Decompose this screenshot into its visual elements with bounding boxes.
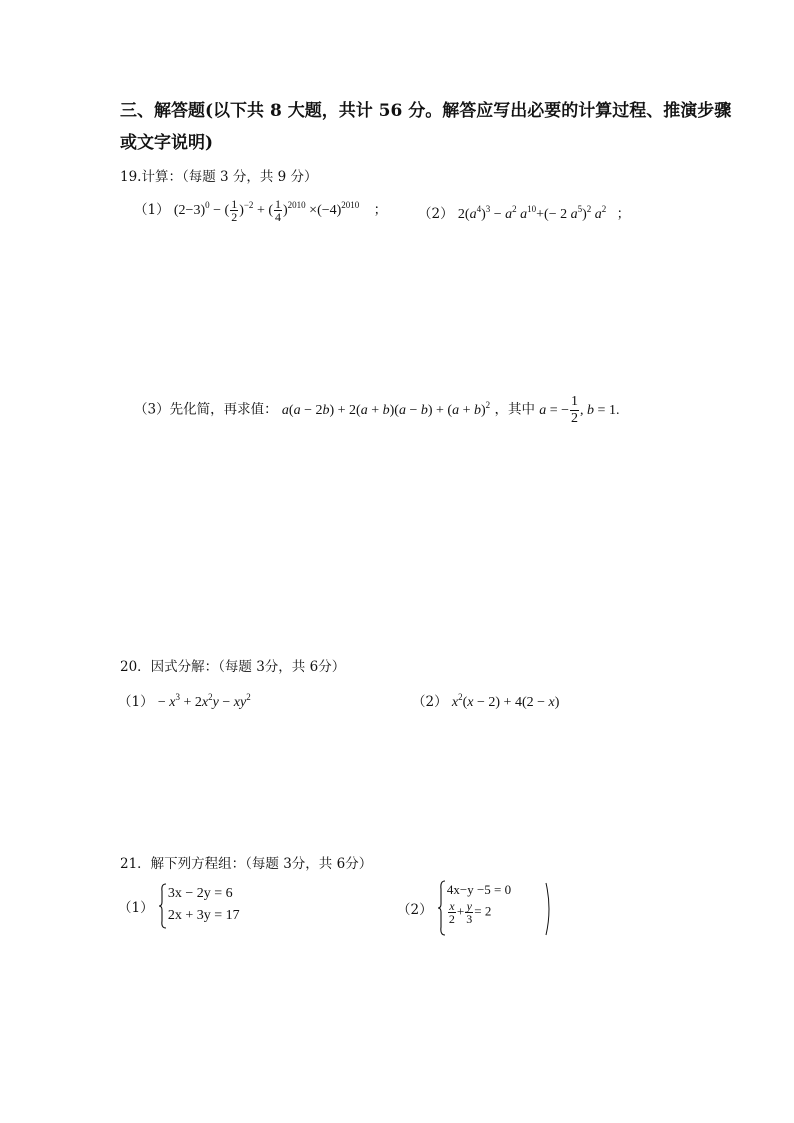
- q21-system2: [437, 880, 557, 936]
- q21-part2-label: （2）: [397, 902, 433, 918]
- q20-part2-label: （2）: [412, 694, 448, 710]
- q20-part2: [412, 690, 559, 711]
- q20-part1-expression: − $x^3 + 2x^2y - xy^2$: [157, 692, 251, 710]
- q21-system2-row1: 4x−y −5 = 0: [446, 882, 512, 897]
- q19-part1-label: （1）: [134, 202, 170, 218]
- q19-part2-expression: $2(a^4)^3 - a^2$ $a^{10}+(- 2$ $a^5)^2$ $a^2$: [457, 204, 607, 222]
- q19-part2: [418, 202, 630, 223]
- q19-part3-expression: $a(a - 2b) + 2(a + b)(a - b) + (a + b)^2$: [281, 399, 491, 418]
- q21-system1-row2: 2x + 3y = 17: [167, 908, 240, 923]
- q19-part1-expression: $(2-3)^0$ − ( $\frac{1}{2}$ )$^{-2}$ + ( $\frac{1}{4}$ )$^{2010} \times(-4)^{2010}$: [173, 197, 360, 225]
- right-paren-icon: [545, 882, 553, 936]
- q21-part2: [397, 880, 557, 936]
- q19-part3-label: （3）先化简，再求值：: [134, 401, 278, 418]
- q21-system1: [158, 883, 268, 929]
- left-brace-icon: [437, 880, 447, 936]
- q20-part1: [118, 690, 251, 711]
- q21-header: 21．解下列方程组：（每题 3分，共 6分）: [120, 856, 373, 872]
- q21-part1: [118, 883, 268, 929]
- q21-system1-row1: 3x − 2y = 6: [167, 886, 233, 901]
- section-title-line2: 或文字说明): [120, 133, 214, 153]
- q19-part1-separator: ；: [373, 202, 388, 218]
- q21-system2-row2: $\frac{x}{2}$ + $\frac{y}{3}$ = 2: [448, 899, 492, 926]
- q19-part3-where: ，其中: [494, 401, 535, 418]
- q19-part2-label: （2）: [418, 206, 454, 222]
- q20-part1-label: （1）: [118, 694, 154, 710]
- section-title-line1: 三、解答题(以下共 8 大题，共计 56 分。解答应写出必要的计算过程、推演步骤: [120, 101, 732, 121]
- q19-part2-separator: ；: [616, 206, 631, 222]
- q19-part1: [134, 198, 387, 223]
- q20-part2-expression: $x^2(x - 2) + 4(2 - x)$: [451, 692, 560, 710]
- q19-part3-values: a = − $\frac{1}{2}$ , b = 1.: [539, 394, 620, 426]
- q19-header: 19.计算：（每题 3 分，共 9 分）: [120, 169, 318, 185]
- q19-part3: [134, 394, 619, 427]
- left-brace-icon: [158, 883, 168, 929]
- q21-part1-label: （1）: [118, 900, 154, 916]
- q20-header: 20．因式分解：（每题 3分，共 6分）: [120, 659, 346, 675]
